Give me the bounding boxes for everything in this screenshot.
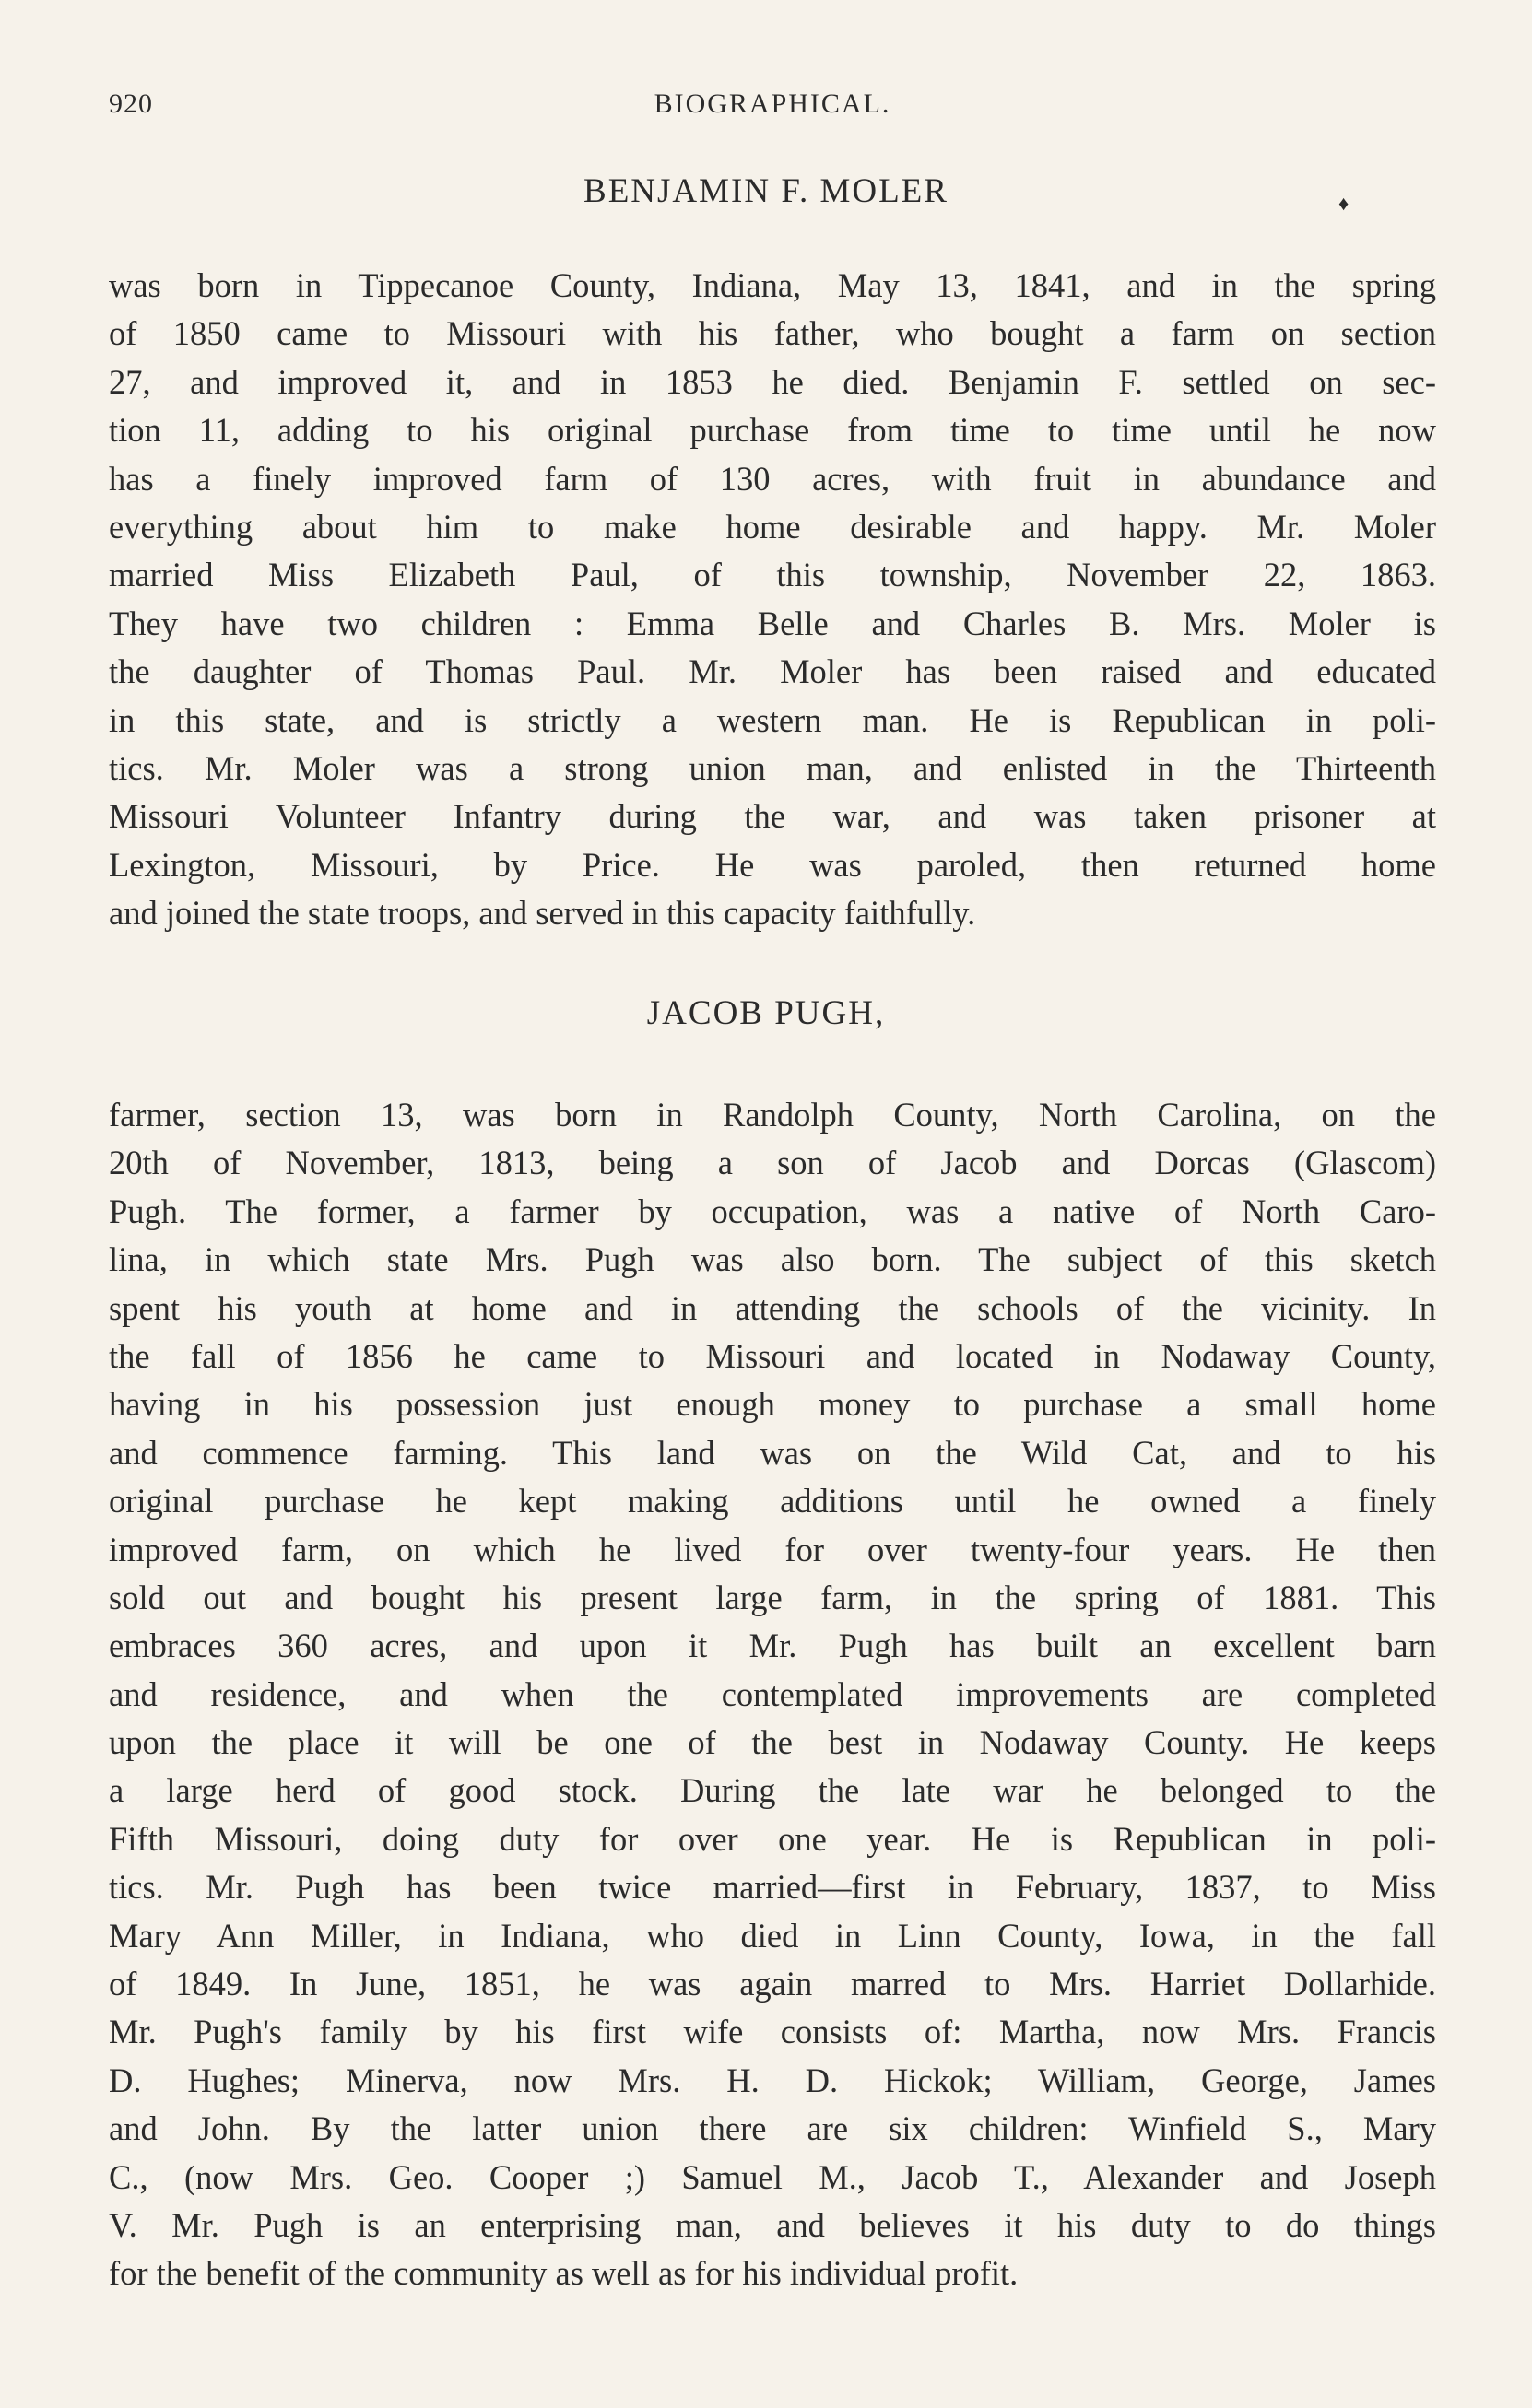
- entry-body: [109, 1091, 1436, 2298]
- text-line: Mr. Pugh's family by his first wife consists of: Martha, now Mrs. Francis: [109, 2013, 1436, 2051]
- text-line: and John. By the latter union there are six children: Winfield S., Mary: [109, 2109, 1436, 2148]
- text-line: lina, in which state Mrs. Pugh was also born. The subject of this sketch: [109, 1240, 1436, 1279]
- text-line: 20th of November, 1813, being a son of Jacob and Dorcas (Glascom): [109, 1144, 1436, 1182]
- text-line: and joined the state troops, and served in this capacity faithfully.: [109, 894, 976, 933]
- text-line: tics. Mr. Pugh has been twice married—first in February, 1837, to Miss: [109, 1868, 1436, 1907]
- text-line: D. Hughes; Minerva, now Mrs. H. D. Hickok; William, George, James: [109, 2061, 1436, 2099]
- text-line: C., (now Mrs. Geo. Cooper ;) Samuel M., Jacob T., Alexander and Joseph: [109, 2157, 1436, 2196]
- text-line: Fifth Missouri, doing duty for over one year. He is Republican in poli-: [109, 1819, 1436, 1858]
- text-line: spent his youth at home and in attending the schools of the vicinity. In: [109, 1288, 1436, 1327]
- text-line: was born in Tippecanoe County, Indiana, May 13, 1841, and in the spring: [109, 266, 1436, 304]
- text-line: V. Mr. Pugh is an enterprising man, and believes it his duty to do things: [109, 2205, 1436, 2244]
- text-line: 27, and improved it, and in 1853 he died. Benjamin F. settled on sec-: [109, 362, 1436, 401]
- text-line: original purchase he kept making additions until he owned a finely: [109, 1482, 1436, 1521]
- text-line: a large herd of good stock. During the late war he belonged to the: [109, 1771, 1436, 1810]
- text-line: tion 11, adding to his original purchase from time to time until he now: [109, 411, 1436, 450]
- text-line: Lexington, Missouri, by Price. He was paroled, then returned home: [109, 845, 1436, 884]
- text-line: has a finely improved farm of 130 acres, with fruit in abundance and: [109, 459, 1436, 498]
- text-line: in this state, and is strictly a western man. He is Republican in poli-: [109, 700, 1436, 739]
- text-line: and residence, and when the contemplated improvements are completed: [109, 1674, 1436, 1713]
- text-line: everything about him to make home desirable and happy. Mr. Moler: [109, 507, 1436, 546]
- text-line: and commence farming. This land was on the Wild Cat, and to his: [109, 1433, 1436, 1472]
- text-line: Missouri Volunteer Infantry during the war, and was taken prisoner at: [109, 797, 1436, 836]
- text-line: of 1850 came to Missouri with his father, who bought a farm on section: [109, 314, 1436, 353]
- text-line: the daughter of Thomas Paul. Mr. Moler has been raised and educated: [109, 652, 1436, 691]
- text-line: sold out and bought his present large farm, in the spring of 1881. This: [109, 1578, 1436, 1616]
- text-line: embraces 360 acres, and upon it Mr. Pugh has built an excellent barn: [109, 1627, 1436, 1665]
- text-line: the fall of 1856 he came to Missouri and located in Nodaway County,: [109, 1336, 1436, 1375]
- section-title: BIOGRAPHICAL.: [654, 88, 891, 119]
- text-line: married Miss Elizabeth Paul, of this township, November 22, 1863.: [109, 556, 1436, 594]
- text-line: tics. Mr. Moler was a strong union man, and enlisted in the Thirteenth: [109, 748, 1436, 787]
- entry-title: BENJAMIN F. MOLER: [583, 172, 949, 210]
- text-line: They have two children : Emma Belle and Charles B. Mrs. Moler is: [109, 604, 1436, 642]
- text-line: farmer, section 13, was born in Randolph County, North Carolina, on the: [109, 1096, 1436, 1134]
- text-line: Pugh. The former, a farmer by occupation, was a native of North Caro-: [109, 1192, 1436, 1230]
- entry-title: JACOB PUGH,: [646, 994, 886, 1032]
- stray-mark-icon: ♦: [1338, 192, 1349, 215]
- text-line: Mary Ann Miller, in Indiana, who died in Linn County, Iowa, in the fall: [109, 1916, 1436, 1955]
- running-header: [109, 88, 1436, 129]
- text-line: improved farm, on which he lived for over twenty-four years. He then: [109, 1530, 1436, 1568]
- text-line: of 1849. In June, 1851, he was again marred to Mrs. Harriet Dollarhide.: [109, 1965, 1436, 2003]
- text-line: for the benefit of the community as well as for his individual profit.: [109, 2254, 1019, 2293]
- page-number: 920: [109, 88, 153, 119]
- text-line: having in his possession just enough money to purchase a small home: [109, 1385, 1436, 1424]
- entry-body: [109, 262, 1436, 937]
- text-line: upon the place it will be one of the best in Nodaway County. He keeps: [109, 1723, 1436, 1762]
